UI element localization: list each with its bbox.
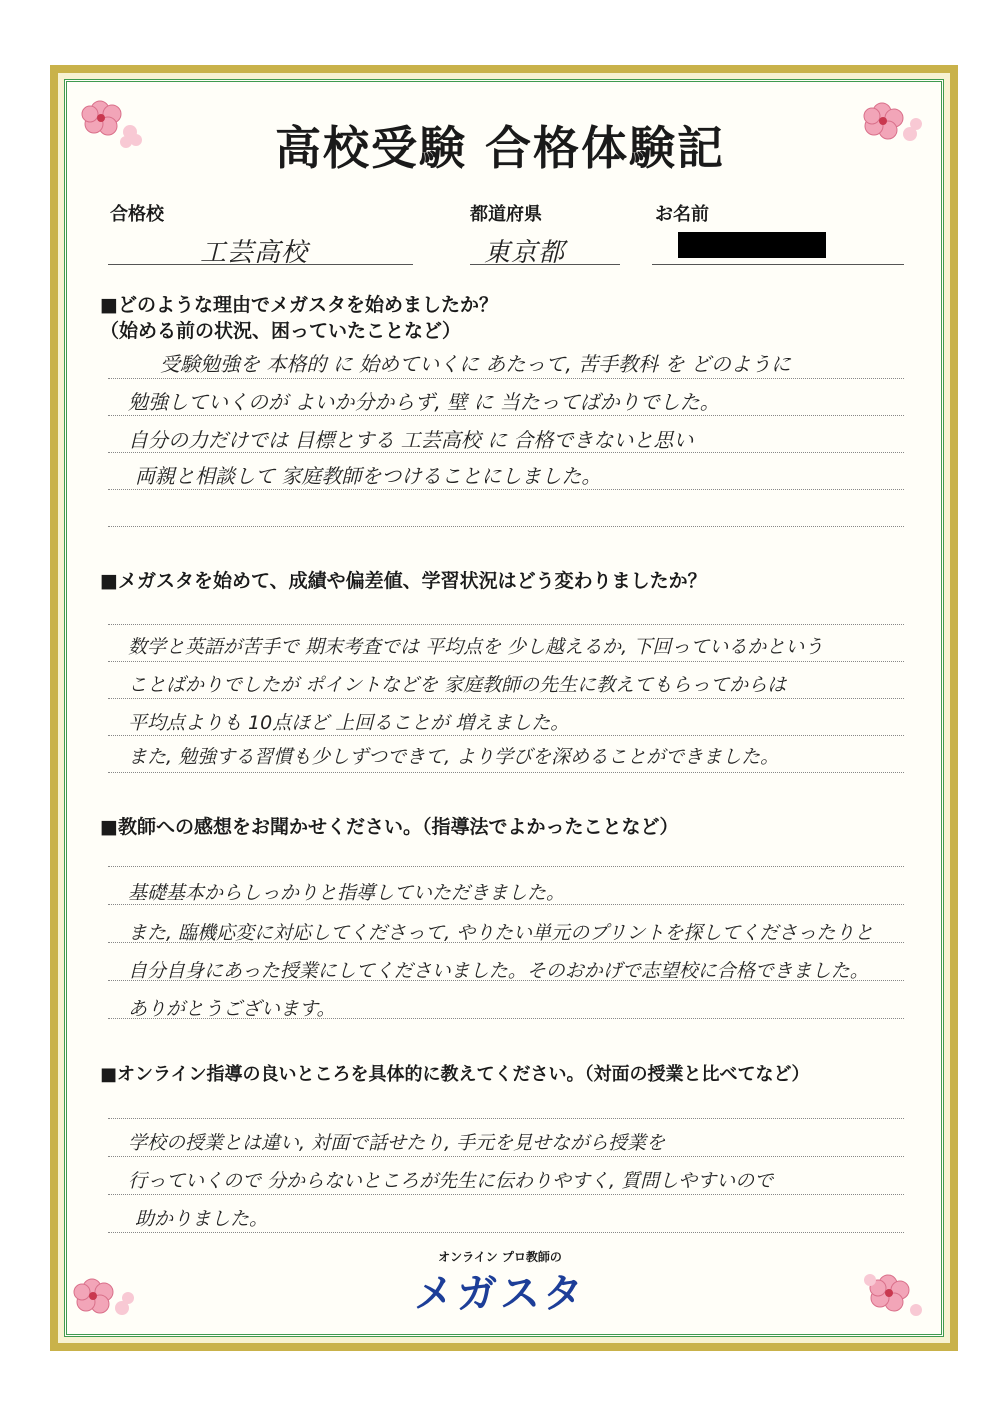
answer-3-line: 基礎基本からしっかりと指導していただきました。 xyxy=(128,882,566,904)
ruled-line xyxy=(108,378,904,379)
ruled-line xyxy=(108,1118,904,1119)
school-value: 工芸高校 xyxy=(200,238,309,268)
answer-3-line: 自分自身にあった授業にしてくださいました。そのおかげで志望校に合格できました。 xyxy=(128,960,869,982)
ruled-line xyxy=(108,1232,904,1233)
answer-2-line: 数学と英語が苦手で 期末考査では 平均点を 少し越えるか, 下回っているかという xyxy=(128,636,824,658)
question-1-sub: （始める前の状況、困っていたことなど） xyxy=(100,320,462,342)
answer-1-line: 受験勉強を 本格的 に 始めていくに あたって, 苦手教科 を どのように xyxy=(160,352,791,376)
prefecture-value: 東京都 xyxy=(484,238,566,268)
answer-4-line: 行っていくので 分からないところが先生に伝わりやすく, 質問しやすいので xyxy=(128,1170,774,1192)
logo-tagline: オンライン プロ教師の xyxy=(438,1250,562,1264)
megasuta-logo: メガスタ xyxy=(414,1271,586,1317)
question-2: ■メガスタを始めて、成績や偏差値、学習状況はどう変わりましたか？ xyxy=(100,570,707,592)
prefecture-label: 都道府県 xyxy=(470,204,542,225)
name-redaction xyxy=(678,232,826,258)
school-label: 合格校 xyxy=(110,204,164,225)
ruled-line xyxy=(108,735,904,736)
name-label: お名前 xyxy=(655,204,709,225)
question-3: ■教師への感想をお聞かせください。（指導法でよかったことなど） xyxy=(100,816,679,838)
ruled-line xyxy=(108,772,904,773)
answer-1-line: 両親と相談して 家庭教師をつけることにしました。 xyxy=(135,464,602,488)
answer-2-line: ことばかりでしたが ポイントなどを 家庭教師の先生に教えてもらってからは xyxy=(128,674,787,696)
answer-4-line: 学校の授業とは違い, 対面で話せたり, 手元を見せながら授業を xyxy=(128,1132,666,1154)
school-underline xyxy=(108,264,413,265)
answer-1-line: 自分の力だけでは 目標とする 工芸高校 に 合格できないと思い xyxy=(128,428,694,452)
name-underline xyxy=(652,264,904,265)
answer-1-line: 勉強していくのが よいか分からず, 壁 に 当たってばかりでした。 xyxy=(128,390,720,414)
answer-2-line: 平均点よりも 10点ほど 上回ることが 増えました。 xyxy=(128,712,570,734)
question-1: ■どのような理由でメガスタを始めましたか？ xyxy=(100,294,498,316)
ruled-line xyxy=(108,866,904,867)
ruled-line xyxy=(108,624,904,625)
ruled-line xyxy=(108,661,904,662)
ruled-line xyxy=(108,526,904,527)
ruled-line xyxy=(108,415,904,416)
answer-4-line: 助かりました。 xyxy=(135,1208,269,1230)
ruled-line xyxy=(108,698,904,699)
answer-2-line: また, 勉強する習慣も少しずつできて, より学びを深めることができました。 xyxy=(128,746,780,768)
ruled-line xyxy=(108,489,904,490)
answer-3-line: ありがとうございます。 xyxy=(128,998,336,1020)
page-title: 高校受験 合格体験記 xyxy=(274,121,725,175)
answer-3-line: また, 臨機応変に対応してくださって, やりたい単元のプリントを探してくださったりと xyxy=(128,922,874,944)
ruled-line xyxy=(108,1194,904,1195)
ruled-line xyxy=(108,1156,904,1157)
question-4: ■オンライン指導の良いところを具体的に教えてください。（対面の授業と比べてなど） xyxy=(100,1064,810,1085)
prefecture-underline xyxy=(470,264,620,265)
